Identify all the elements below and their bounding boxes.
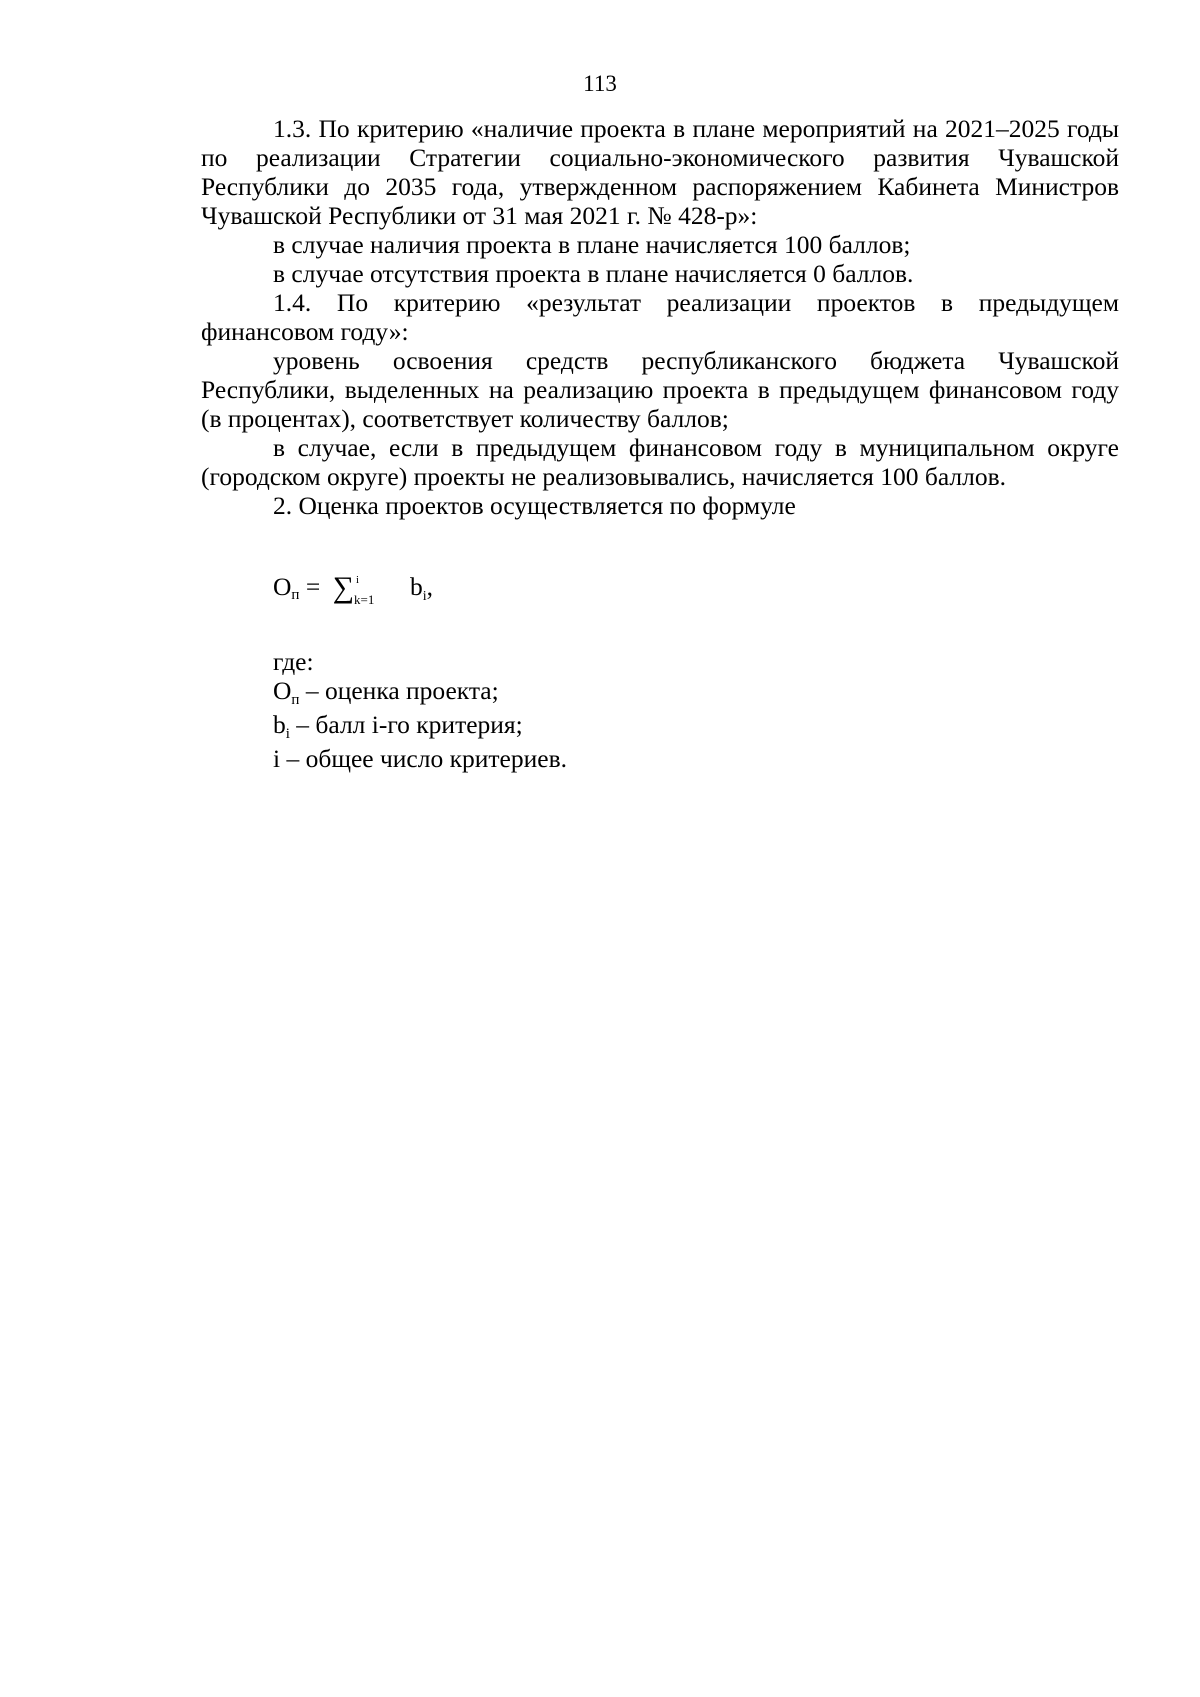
paragraph-criterion-1-3: 1.3. По критерию «наличие проекта в плане мероприятий на 2021–2025 годы по реализации Стратегии социально-экономического развития Чувашской Республики до 2035 года, утвержденном распоряжением Кабинета Министров Чувашской Республики от 31 мая 2021 г. № 428-р»: — [201, 114, 1119, 230]
paragraph-plan-present: в случае наличия проекта в плане начисляется 100 баллов; — [273, 230, 911, 259]
legend-symbol: b — [273, 710, 286, 739]
sum-limits — [353, 571, 410, 607]
legend-text: – балл i-го критерия; — [289, 710, 523, 739]
paragraph-no-projects: в случае, если в предыдущем финансовом году в муниципальном округе (городском округе) проекты не реализовывались, начисляется 100 баллов. — [201, 433, 1119, 491]
legend-item-criterion-points — [273, 710, 567, 744]
formula-term: b — [409, 572, 423, 601]
legend-text: – общее число критериев. — [280, 744, 567, 773]
legend-item-criteria-count — [273, 744, 567, 778]
formula-equals: = — [305, 572, 321, 601]
paragraph-criterion-1-4: 1.4. По критерию «результат реализации проектов в предыдущем финансовом году»: — [201, 288, 1119, 346]
paragraph-budget-level: уровень освоения средств республиканского бюджета Чувашской Республики, выделенных на реализацию проекта в предыдущем финансовом году (в процентах), соответствует количеству баллов; — [201, 346, 1119, 433]
score-formula — [273, 571, 433, 611]
sum-upper-limit: i — [355, 574, 360, 586]
sum-lower-limit: k=1 — [353, 592, 375, 607]
legend-item-score — [273, 676, 567, 710]
sigma-symbol: ∑ — [332, 571, 354, 604]
legend-intro: где: — [273, 647, 314, 676]
formula-term-subscript: i — [422, 589, 427, 604]
paragraph-formula-intro: 2. Оценка проектов осуществляется по формуле — [273, 491, 796, 520]
legend-text: – оценка проекта; — [299, 676, 499, 705]
legend-symbol-subscript: п — [291, 692, 300, 708]
formula-trailing-comma: , — [426, 572, 433, 601]
formula-lhs: О — [273, 572, 292, 601]
legend-symbol: i — [273, 744, 281, 773]
formula-lhs-subscript: п — [291, 587, 300, 603]
legend-symbol-subscript: i — [285, 726, 290, 742]
formula-legend — [273, 647, 567, 778]
document-body — [201, 114, 1119, 520]
page-number: 113 — [583, 71, 617, 96]
paragraph-plan-absent: в случае отсутствия проекта в плане начисляется 0 баллов. — [273, 259, 914, 288]
legend-symbol: О — [273, 676, 292, 705]
